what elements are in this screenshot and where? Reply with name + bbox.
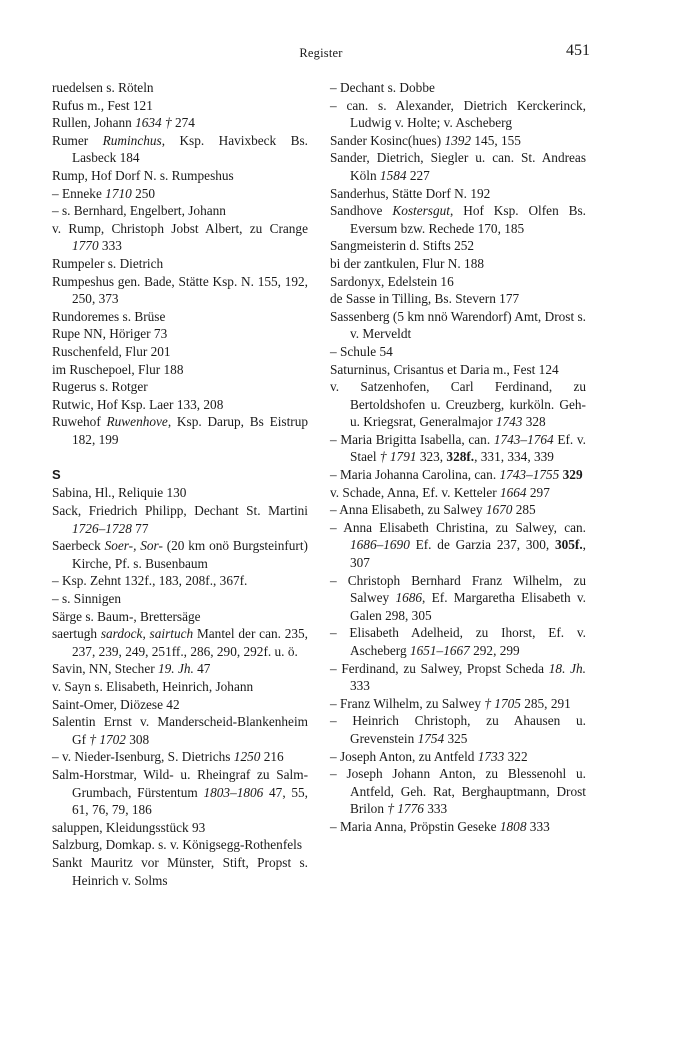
entry-text: – Franz Wilhelm, zu Salwey	[330, 695, 485, 711]
index-entry	[52, 537, 308, 572]
entry-italic-text: 1726–1728	[72, 520, 132, 536]
index-entry	[330, 765, 586, 818]
entry-italic-text: 1664	[499, 484, 527, 500]
index-entry	[52, 220, 308, 255]
index-entry	[52, 502, 308, 537]
entry-text: – can. s. Alexander, Dietrich Kerckerinck, Ludwig v. Holte; v. Ascheberg	[330, 97, 586, 131]
index-entry	[52, 378, 308, 396]
entry-text: 216	[260, 749, 284, 765]
entry-italic-text: 1743–1764	[493, 431, 554, 447]
entry-text: Sabina, Hl., Reliquie 130	[52, 485, 187, 501]
index-entry	[52, 308, 308, 326]
entry-italic-text: 1710	[105, 185, 132, 201]
entry-text: Sander Kosinc(hues)	[330, 132, 445, 148]
entry-text: Saint-Omer, Diözese 42	[52, 696, 180, 712]
index-entry	[52, 572, 308, 590]
entry-text: S	[52, 467, 61, 483]
index-entry	[330, 695, 586, 713]
index-entry	[52, 396, 308, 414]
entry-text: – Elisabeth Adelheid, zu Ihorst, Ef. v. Ascheberg	[330, 625, 586, 658]
entry-text: Saerbeck	[52, 538, 105, 554]
index-entry	[330, 308, 586, 343]
entry-text: 333	[98, 238, 122, 254]
entry-text: 285	[512, 502, 536, 518]
entry-bold-text: 329	[562, 467, 583, 483]
entry-text: Ef. v. Stael	[350, 431, 586, 465]
entry-text: v. Schade, Anna, Ef. v. Ketteler	[330, 484, 500, 500]
index-entry	[52, 343, 308, 361]
entry-text: 333	[350, 678, 370, 694]
index-entry	[330, 237, 586, 255]
index-entry	[52, 854, 308, 889]
entry-text: Sassenberg (5 km nnö Warendorf) Amt, Drost s. v. Merveldt	[330, 308, 586, 342]
entry-text: , 307	[350, 537, 586, 571]
page-number: 451	[566, 42, 590, 59]
index-entry	[52, 79, 308, 97]
entry-text: – Heinrich Christoph, zu Ahausen u. Grevenstein	[330, 713, 586, 746]
entry-text: – Maria Brigitta Isabella, can.	[330, 431, 494, 447]
index-column-left	[52, 79, 308, 889]
entry-text: – Joseph Anton, zu Antfeld	[330, 748, 478, 764]
entry-bold-text: 328f.	[446, 449, 475, 465]
entry-text: Ruschenfeld, Flur 201	[52, 343, 171, 359]
entry-text: , Ksp. Havixbeck Bs. Lasbeck 184	[72, 132, 308, 166]
entry-text: 47	[193, 661, 211, 677]
index-entry	[330, 255, 586, 273]
entry-text: Rump, Hof Dorf N. s. Rumpeshus	[52, 167, 234, 183]
entry-italic-text: 1770	[72, 238, 99, 254]
entry-italic-text: 1670	[485, 502, 513, 518]
index-entry	[330, 132, 586, 150]
entry-text: Salzburg, Domkap. s. v. Königsegg-Rothenfels	[52, 837, 303, 853]
index-entry	[330, 273, 586, 291]
section-gap	[52, 448, 308, 466]
entry-text: ruedelsen s. Röteln	[52, 80, 154, 95]
entry-text: Särge s. Baum-, Brettersäge	[52, 608, 201, 624]
entry-text: v. Satzenhofen, Carl Ferdinand, zu Bertoldshofen u. Creuzberg, kurköln. Geh- u. Kriegsrat, Generalmajor	[330, 379, 586, 430]
entry-text: , Hof Ksp. Olfen Bs. Eversum bzw. Rechede 170, 185	[350, 203, 586, 236]
index-column-right	[330, 79, 586, 836]
entry-text: im Ruschepoel, Flur 188	[52, 361, 184, 377]
entry-text: Rugerus s. Rotger	[52, 379, 148, 395]
entry-bold-text: 305f.	[554, 537, 583, 553]
entry-text: Ef. de Garzia 237, 300,	[409, 537, 555, 553]
entry-italic-text: 1686–1690	[350, 537, 410, 553]
index-entry	[52, 273, 308, 308]
index-entry	[330, 431, 586, 466]
index-entry	[52, 819, 308, 837]
entry-italic-text: 1250	[233, 749, 261, 765]
entry-italic-text: 19. Jh.	[158, 661, 194, 677]
entry-text: 333	[423, 801, 448, 817]
index-entry	[330, 712, 586, 747]
entry-text: Rumpeshus gen. Bade, Stätte Ksp. N. 155, 192, 250, 373	[52, 273, 308, 307]
entry-text: bi der zantkulen, Flur N. 188	[330, 255, 484, 271]
entry-text: – Anna Elisabeth Christina, zu Salwey, can.	[330, 519, 586, 535]
index-entry	[52, 590, 308, 608]
index-entry	[330, 79, 586, 97]
entry-text: Ruwehof	[52, 414, 107, 430]
entry-italic-text: Ruminchus	[102, 132, 162, 148]
entry-text: Sankt Mauritz vor Münster, Stift, Propst s. Heinrich v. Solms	[52, 854, 308, 888]
index-entry	[330, 660, 586, 695]
entry-text: Rundoremes s. Brüse	[52, 308, 166, 324]
entry-italic-text: sardock, sairtuch	[100, 626, 194, 642]
entry-italic-text: Soer-, Sor-	[104, 538, 163, 554]
entry-text: (20 km onö Burgsteinfurt) Kirche, Pf. s. Busenbaum	[72, 538, 308, 571]
index-entry	[52, 713, 308, 748]
section-letter	[52, 466, 308, 484]
index-entry	[52, 608, 308, 626]
entry-text: 308	[125, 731, 150, 747]
entry-italic-text: 1392	[444, 132, 472, 148]
entry-text: saertugh	[52, 626, 101, 642]
entry-text: v. Sayn s. Elisabeth, Heinrich, Johann	[52, 679, 254, 694]
entry-text: – Ksp. Zehnt 132f., 183, 208f., 367f.	[52, 573, 248, 589]
index-entry	[330, 466, 586, 484]
index-entry	[330, 185, 586, 203]
entry-text: Sangmeisterin d. Stifts 252	[330, 238, 475, 254]
entry-italic-text: † 1791	[379, 449, 417, 465]
entry-text: 323,	[416, 449, 447, 465]
index-entry	[52, 114, 308, 132]
index-entry	[330, 484, 586, 502]
entry-text: – Christoph Bernhard Franz Wilhelm, zu Salwey	[330, 572, 586, 606]
index-entry	[52, 836, 308, 854]
index-entry	[52, 255, 308, 273]
index-entry	[330, 97, 586, 132]
entry-text: – Schule 54	[330, 343, 393, 359]
entry-italic-text: Kostersgut	[392, 203, 450, 219]
entry-italic-text: 1686	[395, 590, 423, 606]
index-entry	[330, 501, 586, 519]
index-entry	[52, 167, 308, 185]
entry-text: – Enneke	[52, 185, 106, 201]
entry-text: 333	[526, 818, 550, 834]
entry-text: Rupe NN, Höriger 73	[52, 326, 168, 342]
entry-italic-text: 1808	[499, 818, 527, 834]
entry-text: – Joseph Johann Anton, zu Blessenohl u. Antfeld, Geh. Rat, Berghauptmann, Drost Brilon	[330, 766, 586, 817]
entry-text: 47, 55, 61, 76, 79, 186	[72, 784, 308, 818]
entry-italic-text: † 1705	[484, 695, 521, 711]
entry-text: saluppen, Kleidungsstück 93	[52, 819, 206, 835]
index-entry	[330, 343, 586, 361]
index-entry	[52, 325, 308, 343]
index-entry	[52, 484, 308, 502]
running-title: Register	[299, 46, 343, 60]
entry-text: – Ferdinand, zu Salwey, Propst Scheda	[330, 660, 549, 676]
index-entry	[330, 149, 586, 184]
entry-text: Rumer	[52, 132, 103, 148]
index-entry	[52, 660, 308, 678]
entry-italic-text: 1803–1806	[203, 784, 264, 800]
entry-text: 145, 155	[471, 132, 521, 148]
entry-text: Rullen, Johann	[52, 115, 136, 131]
entry-text: de Sasse in Tilling, Bs. Stevern 177	[330, 291, 520, 307]
entry-italic-text: † 1702	[89, 731, 126, 747]
entry-text: 227	[406, 167, 430, 183]
index-entry	[330, 624, 586, 659]
entry-text: – s. Bernhard, Engelbert, Johann	[52, 203, 226, 219]
entry-text: – v. Nieder-Isenburg, S. Dietrichs	[52, 749, 234, 765]
entry-text: 292, 299	[469, 643, 520, 658]
entry-text: Sanderhus, Stätte Dorf N. 192	[330, 185, 491, 201]
entry-italic-text: Ruwenhove	[106, 414, 168, 430]
entry-text: Rutwic, Hof Ksp. Laer 133, 208	[52, 396, 224, 412]
index-entry	[52, 132, 308, 167]
index-entry	[52, 202, 308, 220]
entry-text: 328	[522, 414, 546, 430]
entry-text: Salentin Ernst v. Manderscheid-Blankenheim Gf	[52, 714, 308, 747]
index-entry	[52, 361, 308, 379]
index-entry	[52, 97, 308, 115]
index-entry	[330, 748, 586, 766]
entry-text: Savin, NN, Stecher	[52, 661, 158, 677]
page-header	[52, 42, 590, 66]
index-entry	[52, 766, 308, 819]
entry-text: – s. Sinnigen	[52, 591, 122, 607]
entry-italic-text: 1651–1667	[409, 643, 470, 658]
entry-text: Salm-Horstmar, Wild- u. Rheingraf zu Salm-Grumbach, Fürstentum	[52, 766, 308, 800]
entry-text: Rufus m., Fest 121	[52, 97, 153, 113]
entry-text: – Maria Johanna Carolina, can.	[330, 467, 500, 483]
index-entry	[52, 678, 308, 696]
index-entry	[330, 202, 586, 237]
entry-text: 322	[504, 748, 528, 764]
index-entry	[330, 290, 586, 308]
entry-italic-text: 1754	[417, 730, 445, 746]
index-entry	[330, 361, 586, 379]
entry-text: 77	[131, 520, 149, 536]
entry-italic-text: 18. Jh.	[548, 660, 587, 676]
entry-text: 274	[175, 115, 195, 131]
entry-text: , 331, 334, 339	[474, 449, 554, 465]
entry-italic-text: † 1776	[387, 801, 424, 817]
index-entry	[52, 625, 308, 660]
entry-text: 297	[526, 484, 550, 500]
entry-text: 250	[131, 185, 156, 201]
entry-text: , Ef. Margaretha Elisabeth v. Galen 298, 305	[350, 590, 587, 623]
entry-italic-text: 1634 †	[135, 115, 175, 131]
entry-text: Sardonyx, Edelstein 16	[330, 273, 454, 289]
index-entry	[330, 519, 586, 572]
index-entry	[330, 378, 586, 431]
entry-italic-text: 1743	[495, 414, 523, 430]
entry-italic-text: 1733	[477, 748, 505, 764]
index-entry	[330, 572, 586, 625]
index-entry	[330, 818, 586, 836]
entry-text: 325	[444, 730, 468, 746]
entry-text: Mantel der can. 235, 237, 239, 249, 251ff., 286, 290, 292f. u. ö.	[72, 626, 308, 659]
entry-italic-text: 1743–1755	[499, 467, 560, 483]
entry-text: Sandhove	[330, 203, 393, 219]
entry-text: , Ksp. Darup, Bs Eistrup 182, 199	[72, 414, 308, 447]
index-entry	[52, 748, 308, 766]
entry-text: 285, 291	[520, 695, 571, 711]
entry-text: v. Rump, Christoph Jobst Albert, zu Crange	[52, 220, 308, 236]
entry-text: – Dechant s. Dobbe	[330, 80, 435, 95]
entry-italic-text: 1584	[379, 167, 407, 183]
entry-text: – Maria Anna, Pröpstin Geseke	[330, 818, 500, 834]
entry-text: – Anna Elisabeth, zu Salwey	[330, 502, 486, 518]
entry-text: Sander, Dietrich, Siegler u. can. St. Andreas Köln	[330, 150, 586, 183]
index-entry	[52, 413, 308, 448]
index-entry	[52, 696, 308, 714]
entry-text: Saturninus, Crisantus et Daria m., Fest 124	[330, 361, 559, 377]
entry-text: Rumpeler s. Dietrich	[52, 255, 164, 271]
index-entry	[52, 185, 308, 203]
entry-text: Sack, Friedrich Philipp, Dechant St. Martini	[52, 503, 308, 519]
